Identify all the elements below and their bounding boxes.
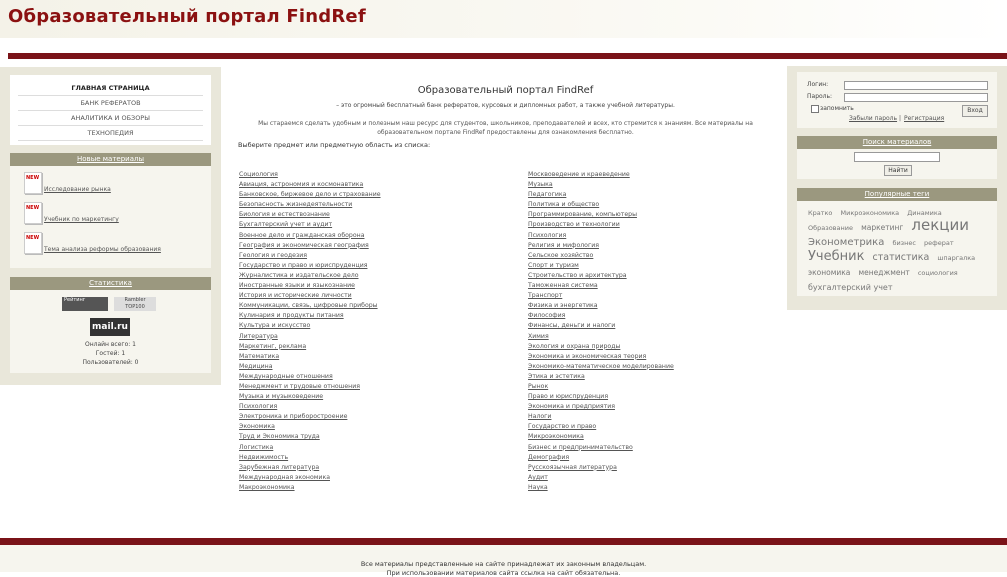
subject-link[interactable]: Аудит	[528, 473, 548, 481]
subject-link[interactable]: Журналистика и издательское дело	[239, 271, 359, 279]
subject-link[interactable]: Право и юриспруденция	[528, 393, 609, 401]
menu-item-analytics[interactable]: АНАЛИТИКА И ОБЗОРЫ	[18, 111, 203, 126]
subject-link[interactable]: Биология и естествознание	[239, 211, 330, 219]
subject-link[interactable]: Физика и энергетика	[528, 302, 598, 310]
login-label: Логин:	[807, 81, 829, 88]
tag-link[interactable]: бизнес	[892, 239, 916, 247]
news-item	[18, 232, 203, 262]
subject-link[interactable]: История и исторические личности	[239, 292, 352, 300]
menu-item-essays[interactable]: БАНК РЕФЕРАТОВ	[18, 96, 203, 111]
forgot-password-link[interactable]: Забыли пароль	[849, 115, 898, 122]
subject-link[interactable]: Москвоведение и краеведение	[528, 171, 630, 178]
subject-link[interactable]: Экономика и предприятия	[528, 403, 615, 411]
search-input[interactable]	[854, 152, 940, 162]
link-separator: |	[899, 115, 902, 122]
subject-link[interactable]: Психология	[528, 231, 567, 239]
login-button[interactable]: Вход	[962, 105, 988, 117]
subject-link[interactable]: Музыка	[528, 181, 553, 189]
subject-link[interactable]: Авиация, астрономия и космонавтика	[239, 181, 364, 189]
tag-link[interactable]: шпаргалка	[937, 254, 976, 262]
tag-link[interactable]: Учебник	[808, 249, 865, 264]
subject-link[interactable]: Маркетинг, реклама	[239, 342, 307, 350]
tag-link[interactable]: Кратко	[808, 209, 833, 217]
right-sidebar	[787, 66, 1007, 310]
stats-panel	[10, 290, 211, 373]
subject-link[interactable]: Производство и технологии	[528, 221, 620, 229]
news-list	[10, 166, 211, 268]
main-menu	[10, 75, 211, 145]
subject-link[interactable]: Педагогика	[528, 191, 567, 199]
tag-link[interactable]: бухгалтерский учет	[808, 283, 893, 292]
subject-link[interactable]: Социология	[239, 171, 278, 178]
subject-link[interactable]: Экология и охрана природы	[528, 342, 621, 350]
subject-link[interactable]: Бизнес и предпринимательство	[528, 443, 633, 451]
page-subtitle: – это огромный бесплатный банк рефератов, курсовых и дипломных работ, а также учебной литературы.	[336, 102, 675, 109]
news-header[interactable]: Новые материалы	[10, 153, 211, 166]
subject-link[interactable]: Демография	[528, 453, 570, 461]
news-item	[18, 172, 203, 202]
search-header[interactable]: Поиск материалов	[797, 136, 997, 149]
news-link[interactable]: Учебник по маркетингу	[44, 216, 119, 223]
tag-cloud	[797, 201, 997, 296]
subject-link[interactable]: Менеджмент и трудовые отношения	[239, 382, 360, 390]
mailru-counter[interactable]: mail.ru	[90, 318, 130, 336]
subject-link[interactable]: Математика	[239, 352, 280, 360]
subject-link[interactable]: Иностранные языки и языкознание	[239, 282, 355, 290]
tag-link[interactable]: Образование	[808, 224, 853, 232]
subject-link[interactable]: Финансы, деньги и налоги	[528, 322, 616, 330]
register-link[interactable]: Регистрация	[904, 115, 945, 122]
new-badge-icon: NEW	[24, 232, 42, 254]
tags-header[interactable]: Популярные теги	[797, 188, 997, 201]
tags-panel	[797, 188, 997, 296]
left-sidebar	[0, 67, 221, 385]
subject-link[interactable]: Культура и искусство	[239, 322, 311, 330]
subject-link[interactable]: Музыка и музыковедение	[239, 393, 324, 401]
subject-link[interactable]: Электроника и приборостроение	[239, 413, 348, 421]
subject-link[interactable]: Спорт и туризм	[528, 261, 579, 269]
rating-counter[interactable]: Рейтинг	[62, 297, 108, 311]
subject-link[interactable]: Транспорт	[528, 292, 563, 300]
online-count: Онлайн всего: 1	[85, 341, 136, 348]
subject-link[interactable]: Кулинария и продукты питания	[239, 312, 344, 320]
new-badge-icon: NEW	[24, 172, 42, 194]
tag-link[interactable]: Микроэкономика	[840, 209, 900, 217]
news-link[interactable]: Исследование рынка	[44, 186, 111, 193]
remember-label: запомнить	[820, 105, 854, 112]
subject-link[interactable]: Международная экономика	[239, 473, 330, 481]
menu-item-technopedia[interactable]: ТЕХНОПЕДИЯ	[18, 126, 203, 141]
footer	[0, 545, 1007, 577]
page-description: Мы стараемся сделать удобным и полезным наш ресурс для студентов, школьников, преподавателей и всех, кто стремится к знаниям. Все материалы на образовательном портале FindRef предоставлены для ознакомления бесплатно.	[258, 120, 753, 136]
subject-link[interactable]: Этика и эстетика	[528, 372, 585, 380]
login-form	[797, 72, 997, 128]
subject-link[interactable]: Недвижимость	[239, 453, 289, 461]
subject-link[interactable]: Наука	[528, 483, 548, 491]
page-title: Образовательный портал FindRef	[417, 85, 594, 96]
subject-link[interactable]: Бухгалтерский учет и аудит	[239, 221, 333, 229]
search-panel	[797, 136, 997, 179]
footer-note: При использовании материалов сайта ссылка на сайт обязательна.	[386, 569, 621, 577]
subject-link[interactable]: Экономика и экономическая теория	[528, 352, 647, 360]
footer-copyright: Все материалы представленные на сайте принадлежат их законным владельцам.	[360, 560, 647, 568]
stats-header[interactable]: Статистика	[10, 277, 211, 290]
news-item	[18, 202, 203, 232]
subject-link[interactable]: Психология	[239, 403, 278, 411]
subject-link[interactable]: Банковское, биржевое дело и страхование	[239, 191, 381, 199]
subject-link[interactable]: Макроэкономика	[239, 483, 295, 491]
subject-link[interactable]: Религия и мифология	[528, 241, 599, 249]
subject-link[interactable]: Микроэкономика	[528, 433, 584, 441]
tag-link[interactable]: маркетинг	[861, 223, 904, 232]
menu-item-home[interactable]: ГЛАВНАЯ СТРАНИЦА	[18, 81, 203, 96]
news-link[interactable]: Тема анализа реформы образования	[44, 246, 161, 253]
search-button[interactable]: Найти	[884, 165, 912, 176]
subject-link[interactable]: Логистика	[239, 443, 274, 451]
tag-link[interactable]: Эконометрика	[808, 237, 885, 248]
subject-link[interactable]: Военное дело и гражданская оборона	[239, 231, 365, 239]
subject-link[interactable]: Труд и Экономика труда	[239, 433, 320, 441]
tag-link[interactable]: реферат	[924, 239, 954, 247]
subject-link[interactable]: Государство и право	[528, 423, 597, 431]
subject-link[interactable]: Философия	[528, 312, 566, 320]
subject-link[interactable]: Государство и право и юриспруденция	[239, 261, 368, 269]
subject-link[interactable]: Русскоязычная литература	[528, 463, 617, 471]
tag-link[interactable]: Динамика	[907, 209, 942, 217]
subject-link[interactable]: Литература	[239, 332, 278, 340]
login-input[interactable]	[844, 81, 988, 90]
subject-link[interactable]: Таможенная система	[528, 282, 598, 290]
subject-link[interactable]: География и экономическая география	[239, 241, 369, 249]
subject-link[interactable]: Зарубежная литература	[239, 463, 320, 471]
subjects-column-2	[528, 170, 674, 493]
tag-link[interactable]: менеджмент	[858, 268, 910, 277]
guests-count: Гостей: 1	[95, 350, 126, 357]
tag-link[interactable]: статистика	[872, 252, 930, 263]
new-badge-icon: NEW	[24, 202, 42, 224]
header-divider	[8, 53, 1007, 59]
subject-link[interactable]: Коммуникации, связь, цифровые приборы	[239, 302, 378, 310]
choose-subject-label: Выберите предмет или предметную область из списка:	[238, 141, 431, 149]
tag-link[interactable]: экономика	[808, 268, 851, 277]
subjects-column-1	[239, 170, 381, 493]
subject-link[interactable]: Экономика	[239, 423, 275, 431]
subject-link[interactable]: Сельское хозяйство	[528, 251, 594, 259]
subject-link[interactable]: Политика и общество	[528, 201, 600, 209]
subject-link[interactable]: Программирование, компьютеры	[528, 211, 637, 219]
rambler-counter[interactable]: Rambler TOP100	[114, 297, 156, 311]
footer-divider	[0, 538, 1007, 545]
subject-link[interactable]: Безопасность жизнедеятельности	[239, 201, 353, 209]
subject-link[interactable]: Рынок	[528, 382, 549, 390]
subject-link[interactable]: Медицина	[239, 362, 273, 370]
site-header	[0, 0, 1007, 38]
subject-link[interactable]: Налоги	[528, 413, 552, 421]
password-label: Пароль:	[807, 93, 833, 100]
remember-checkbox[interactable]	[811, 105, 819, 113]
subject-link[interactable]: Химия	[528, 332, 549, 340]
subject-link[interactable]: Международные отношения	[239, 372, 333, 380]
subject-link[interactable]: Геология и геодезия	[239, 251, 308, 259]
tag-link[interactable]: лекции	[911, 216, 969, 234]
tag-link[interactable]: социология	[917, 269, 958, 277]
subject-link[interactable]: Экономико-математическое моделирование	[528, 362, 674, 370]
site-title[interactable]: Образовательный портал FindRef	[8, 6, 366, 27]
users-count: Пользователей: 0	[82, 359, 139, 366]
subject-link[interactable]: Строительство и архитектура	[528, 271, 627, 279]
password-input[interactable]	[844, 93, 988, 102]
